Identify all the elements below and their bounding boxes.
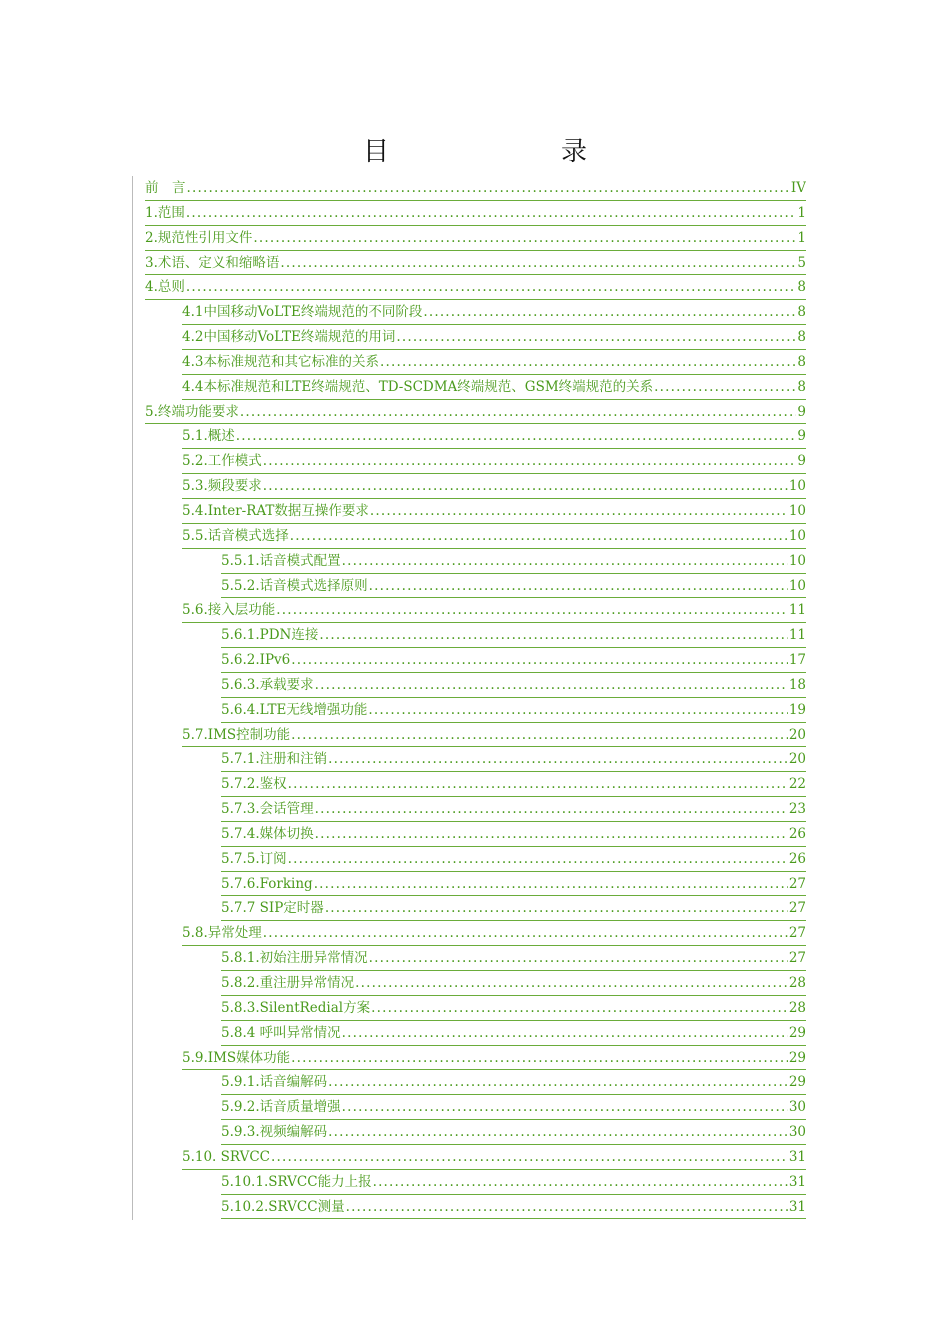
toc-entry-page-number: 29 (788, 1049, 806, 1066)
toc-entry-label: 5.7.6.Forking (221, 875, 313, 892)
toc-dot-leader (328, 1070, 788, 1094)
toc-entry-page-number: 8 (797, 378, 806, 395)
toc-entry[interactable] (221, 549, 806, 574)
toc-entry-label: 5.9.IMS媒体功能 (182, 1049, 291, 1066)
toc-entry-label: 5.7.7 SIP定时器 (221, 900, 324, 917)
toc-entry-page-number: 28 (788, 999, 806, 1016)
toc-entry-page-number: 9 (797, 403, 806, 420)
left-margin-rule (132, 176, 133, 1220)
toc-entry-label: 5.4.Inter-RAT数据互操作要求 (182, 502, 369, 519)
toc-entry-label: 3.术语、定义和缩略语 (145, 254, 280, 271)
toc-entry-page-number: 26 (788, 850, 806, 867)
toc-dot-leader (315, 797, 788, 821)
toc-entry-label: 5.8.2.重注册异常情况 (221, 975, 355, 991)
toc-entry-label: 5.7.4.媒体切换 (221, 825, 314, 842)
toc-entry-page-number: 1 (797, 204, 806, 221)
toc-entry[interactable] (182, 598, 806, 623)
toc-entry-label: 5.10.2.SRVCC测量 (221, 1198, 345, 1215)
toc-entry-page-number: 27 (788, 875, 806, 892)
toc-dot-leader (253, 226, 796, 250)
toc-entry-page-number: 8 (797, 353, 806, 370)
toc-entry-page-number: 8 (797, 329, 806, 346)
toc-entry-page-number: 31 (788, 1148, 806, 1165)
toc-entry-page-number: 20 (788, 751, 806, 768)
toc-entry-page-number: 31 (788, 1198, 806, 1215)
toc-entry[interactable] (145, 201, 806, 226)
toc-entry[interactable] (221, 648, 806, 673)
toc-entry[interactable] (221, 698, 806, 723)
toc-dot-leader (328, 1120, 788, 1144)
toc-dot-leader (371, 996, 788, 1020)
toc-entry-label: 4.总则 (145, 279, 185, 296)
toc-entry-label: 5.7.IMS控制功能 (182, 726, 291, 743)
toc-dot-leader (280, 251, 796, 275)
toc-dot-leader (314, 872, 788, 896)
toc-dot-leader (342, 549, 788, 573)
toc-entry[interactable] (182, 474, 806, 499)
toc-dot-leader (263, 449, 797, 473)
toc-entry-page-number: 8 (797, 304, 806, 321)
toc-entry-page-number: 29 (788, 1074, 806, 1091)
toc-entry-page-number: 27 (788, 950, 806, 967)
toc-entry-label: 5.6.2.IPv6 (221, 652, 291, 669)
toc-entry-label: 5.终端功能要求 (145, 403, 239, 420)
toc-dot-leader (263, 921, 788, 945)
toc-dot-leader (315, 673, 788, 697)
toc-entry[interactable] (221, 996, 806, 1021)
toc-dot-leader (319, 623, 787, 647)
toc-entry[interactable] (221, 971, 806, 996)
toc-entry[interactable] (221, 574, 806, 599)
toc-entry[interactable] (182, 524, 806, 549)
toc-entry-label: 5.5.话音模式选择 (182, 527, 289, 544)
toc-entry-page-number: 23 (788, 801, 806, 818)
toc-dot-leader (373, 1170, 788, 1194)
toc-entry[interactable] (221, 896, 806, 921)
toc-dot-leader (291, 648, 788, 672)
toc-dot-leader (240, 400, 797, 424)
toc-dot-leader (288, 847, 788, 871)
toc-entry-page-number: 27 (788, 900, 806, 917)
toc-entry-page-number: 11 (788, 627, 806, 644)
toc-entry-label: 5.7.1.注册和注销 (221, 751, 328, 768)
toc-entry-page-number: 26 (788, 825, 806, 842)
toc-dot-leader (368, 698, 787, 722)
toc-entry[interactable] (221, 822, 806, 847)
toc-entry[interactable] (221, 1021, 806, 1046)
toc-entry-page-number: 31 (788, 1173, 806, 1190)
toc-entry[interactable] (221, 772, 806, 797)
toc-entry[interactable] (221, 1120, 806, 1145)
toc-dot-leader (370, 499, 788, 523)
toc-entry-label: 5.9.3.视频编解码 (221, 1124, 328, 1141)
toc-entry-page-number: 9 (797, 453, 806, 470)
toc-entry-label: 4.4本标准规范和LTE终端规范、TD-SCDMA终端规范、GSM终端规范的关系 (182, 378, 654, 395)
toc-entry-label: 5.9.1.话音编解码 (221, 1074, 328, 1091)
toc-entry[interactable] (182, 723, 806, 748)
toc-entry[interactable] (145, 251, 806, 276)
toc-entry-page-number: 28 (788, 975, 806, 991)
toc-entry[interactable] (182, 325, 806, 350)
toc-dot-leader (186, 275, 797, 299)
toc-entry-page-number: 10 (788, 502, 806, 519)
toc-dot-leader (380, 350, 796, 374)
toc-entry[interactable] (221, 1095, 806, 1120)
toc-dot-leader (291, 723, 788, 747)
toc-entry[interactable] (221, 747, 806, 772)
toc-entry-label: 5.6.4.LTE无线增强功能 (221, 701, 368, 718)
toc-entry[interactable] (221, 1195, 806, 1220)
toc-dot-leader (342, 1021, 788, 1045)
toc-entry[interactable] (182, 350, 806, 375)
toc-dot-leader (328, 747, 788, 771)
toc-entry[interactable] (182, 1046, 806, 1071)
toc-dot-leader (355, 971, 788, 995)
toc-entry-label: 前 言 (145, 180, 186, 196)
toc-dot-leader (396, 325, 796, 349)
toc-entry[interactable] (145, 400, 806, 425)
toc-entry-label: 5.6.接入层功能 (182, 602, 276, 619)
toc-entry-page-number: 18 (788, 676, 806, 693)
toc-entry-page-number: 20 (788, 726, 806, 743)
toc-entry[interactable] (221, 872, 806, 897)
toc-entry-page-number: 29 (788, 1024, 806, 1041)
toc-entry-label: 5.5.1.话音模式配置 (221, 552, 341, 569)
toc-entry-label: 5.1.概述 (182, 428, 235, 445)
toc-dot-leader (291, 1046, 788, 1070)
toc-entry[interactable] (182, 921, 806, 946)
toc-entry-page-number: 22 (788, 776, 806, 793)
toc-dot-leader (369, 574, 788, 598)
toc-entry[interactable] (182, 375, 806, 400)
toc-entry-label: 5.8.异常处理 (182, 925, 262, 942)
table-of-contents (145, 176, 806, 1219)
toc-entry[interactable] (221, 946, 806, 971)
toc-entry[interactable] (145, 275, 806, 300)
toc-entry-label: 5.6.1.PDN连接 (221, 627, 319, 644)
toc-entry-label: 5.7.2.鉴权 (221, 776, 287, 793)
toc-dot-leader (346, 1195, 788, 1219)
toc-entry-label: 5.2.工作模式 (182, 453, 262, 470)
toc-entry-page-number: 1 (797, 229, 806, 246)
toc-entry-page-number: 10 (788, 552, 806, 569)
toc-entry-label: 5.5.2.话音模式选择原则 (221, 577, 368, 594)
toc-entry-label: 5.3.频段要求 (182, 478, 262, 495)
toc-entry-page-number: 9 (797, 428, 806, 445)
toc-entry-page-number: 30 (788, 1124, 806, 1141)
toc-entry-label: 5.6.3.承载要求 (221, 676, 314, 693)
toc-entry[interactable] (221, 797, 806, 822)
page-title: 目 录 (362, 137, 627, 167)
toc-entry-label: 4.1中国移动VoLTE终端规范的不同阶段 (182, 304, 423, 321)
toc-dot-leader (325, 896, 788, 920)
toc-entry-label: 5.8.4 呼叫异常情况 (221, 1024, 341, 1041)
toc-entry[interactable] (221, 673, 806, 698)
toc-entry-label: 4.2中国移动VoLTE终端规范的用词 (182, 329, 396, 346)
toc-entry-page-number: 11 (788, 602, 806, 619)
toc-dot-leader (236, 424, 797, 448)
toc-dot-leader (271, 1145, 788, 1169)
toc-entry[interactable] (221, 847, 806, 872)
toc-entry[interactable] (221, 623, 806, 648)
toc-entry-page-number: 10 (788, 478, 806, 495)
toc-entry-label: 1.范围 (145, 204, 185, 221)
toc-entry[interactable] (145, 226, 806, 251)
toc-entry-page-number: IV (790, 180, 806, 196)
toc-entry-page-number: 5 (797, 254, 806, 271)
toc-dot-leader (187, 176, 790, 200)
toc-entry-page-number: 27 (788, 925, 806, 942)
toc-entry[interactable] (182, 1145, 806, 1170)
toc-entry-page-number: 10 (788, 577, 806, 594)
toc-entry-label: 5.10. SRVCC (182, 1148, 270, 1165)
toc-entry-label: 5.8.1.初始注册异常情况 (221, 950, 368, 967)
toc-entry-label: 5.7.5.订阅 (221, 850, 287, 867)
toc-dot-leader (263, 474, 788, 498)
toc-dot-leader (288, 772, 788, 796)
toc-dot-leader (342, 1095, 788, 1119)
toc-dot-leader (369, 946, 788, 970)
toc-entry-label: 5.9.2.话音质量增强 (221, 1099, 341, 1116)
toc-dot-leader (315, 822, 788, 846)
toc-entry[interactable] (182, 499, 806, 524)
toc-entry-label: 5.10.1.SRVCC能力上报 (221, 1173, 372, 1190)
toc-dot-leader (186, 201, 797, 225)
toc-entry-label: 2.规范性引用文件 (145, 229, 253, 246)
toc-entry[interactable] (221, 1070, 806, 1095)
toc-dot-leader (290, 524, 788, 548)
toc-entry-page-number: 30 (788, 1099, 806, 1116)
toc-entry-page-number: 17 (788, 652, 806, 669)
toc-entry[interactable] (145, 176, 806, 201)
toc-entry[interactable] (182, 300, 806, 325)
toc-entry-page-number: 10 (788, 527, 806, 544)
toc-dot-leader (654, 375, 796, 399)
toc-entry[interactable] (182, 449, 806, 474)
toc-entry-label: 5.7.3.会话管理 (221, 801, 314, 818)
toc-entry[interactable] (221, 1170, 806, 1195)
toc-entry[interactable] (182, 424, 806, 449)
toc-entry-label: 5.8.3.SilentRedial方案 (221, 999, 371, 1016)
toc-entry-label: 4.3本标准规范和其它标准的关系 (182, 353, 379, 370)
toc-entry-page-number: 8 (797, 279, 806, 296)
toc-entry-page-number: 19 (788, 701, 806, 718)
toc-dot-leader (276, 598, 788, 622)
toc-dot-leader (423, 300, 796, 324)
